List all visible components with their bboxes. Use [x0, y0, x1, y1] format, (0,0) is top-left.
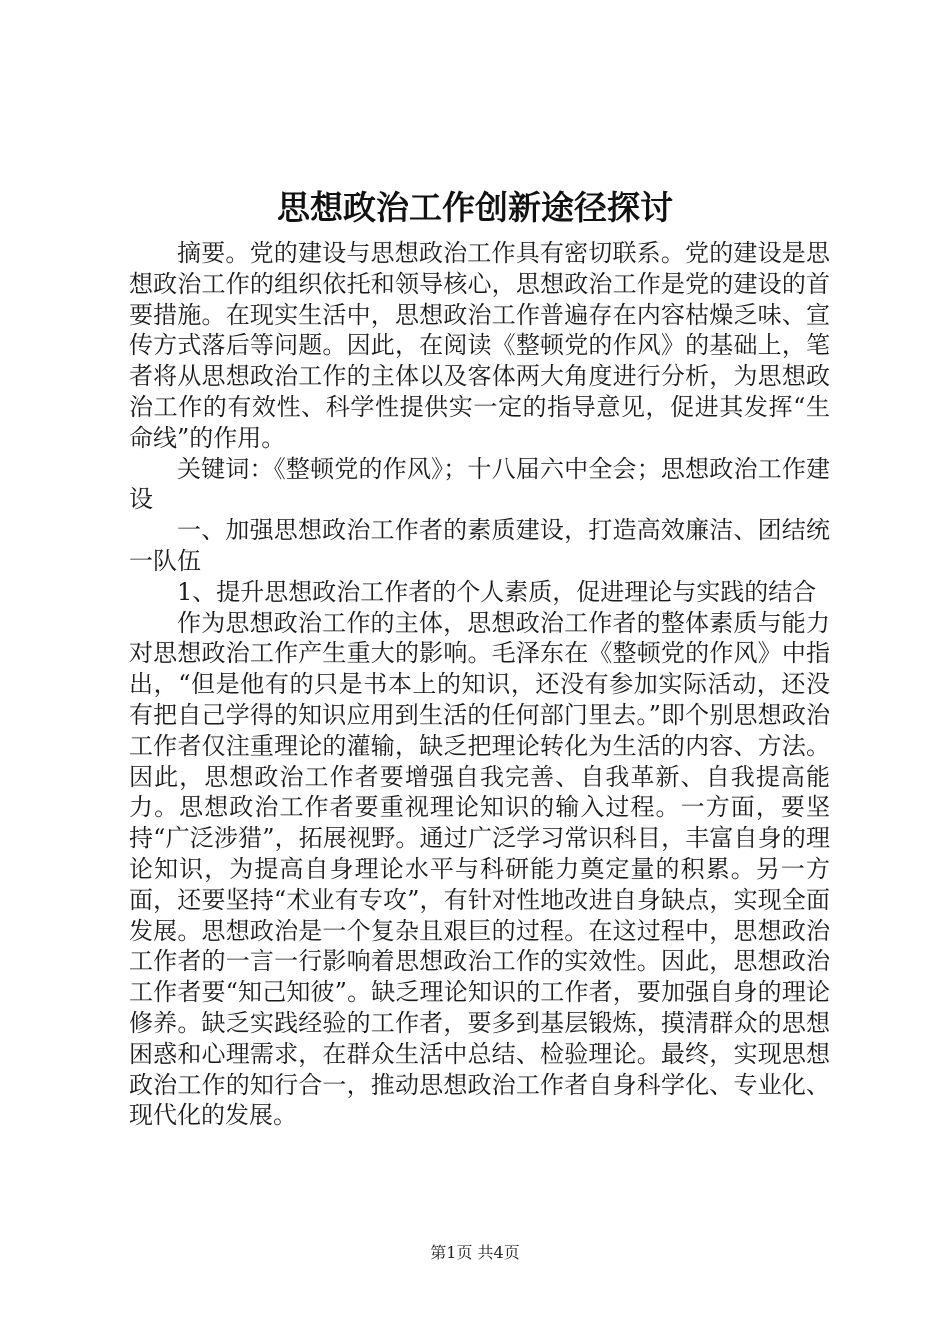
page-footer: 第1页 共4页 [430, 1243, 520, 1262]
abstract-paragraph: 摘要。党的建设与思想政治工作具有密切联系。党的建设是思想政治工作的组织依托和领导核心，思想政治工作是党的建设的首要措施。在现实生活中，思想政治工作普遍存在内容枯燥乏味、宣传方式落后等问题。因此，在阅读《整顿党的作风》的基础上，笔者将从思想政治工作的主体以及客体两大角度进行分析，为思想政治工作的有效性、科学性提供实一定的指导意见，促进其发挥“生命线”的作用。 [129, 239, 830, 452]
subsection-heading: 1、提升思想政治工作者的个人素质，促进理论与实践的结合 [177, 577, 817, 606]
body-paragraph: 作为思想政治工作的主体，思想政治工作者的整体素质与能力对思想政治工作产生重大的影响。毛泽东在《整顿党的作风》中指出，“但是他有的只是书本上的知识，还没有参加实际活动，还没有把自己学得的知识应用到生活的任何部门里去。”即个别思想政治工作者仅注重理论的灌输，缺乏把理论转化为生活的内容、方法。因此，思想政治工作者要增强自我完善、自我革新、自我提高能力。思想政治工作者要重视理论知识的输入过程。一方面，要坚持“广泛涉猎”，拓展视野。通过广泛学习常识科目，丰富自身的理论知识，为提高自身理论水平与科研能力奠定量的积累。另一方面，还要坚持“术业有专攻”，有针对性地改进自身缺点，实现全面发展。思想政治是一个复杂且艰巨的过程。在这过程中，思想政治工作者的一言一行影响着思想政治工作的实效性。因此，思想政治工作者要“知己知彼”。缺乏理论知识的工作者，要加强自身的理论修养。缺乏实践经验的工作者，要多到基层锻炼，摸清群众的思想困惑和心理需求，在群众生活中总结、检验理论。最终，实现思想政治工作的知行合一，推动思想政治工作者自身科学化、专业化、现代化的发展。 [129, 608, 830, 1130]
document-title: 思想政治工作创新途径探讨 [277, 188, 673, 227]
keywords-paragraph: 关键词：《整顿党的作风》；十八届六中全会；思想政治工作建设 [129, 454, 830, 514]
section-heading: 一、加强思想政治工作者的素质建设，打造高效廉洁、团结统一队伍 [129, 516, 830, 575]
document-body [129, 238, 830, 1131]
